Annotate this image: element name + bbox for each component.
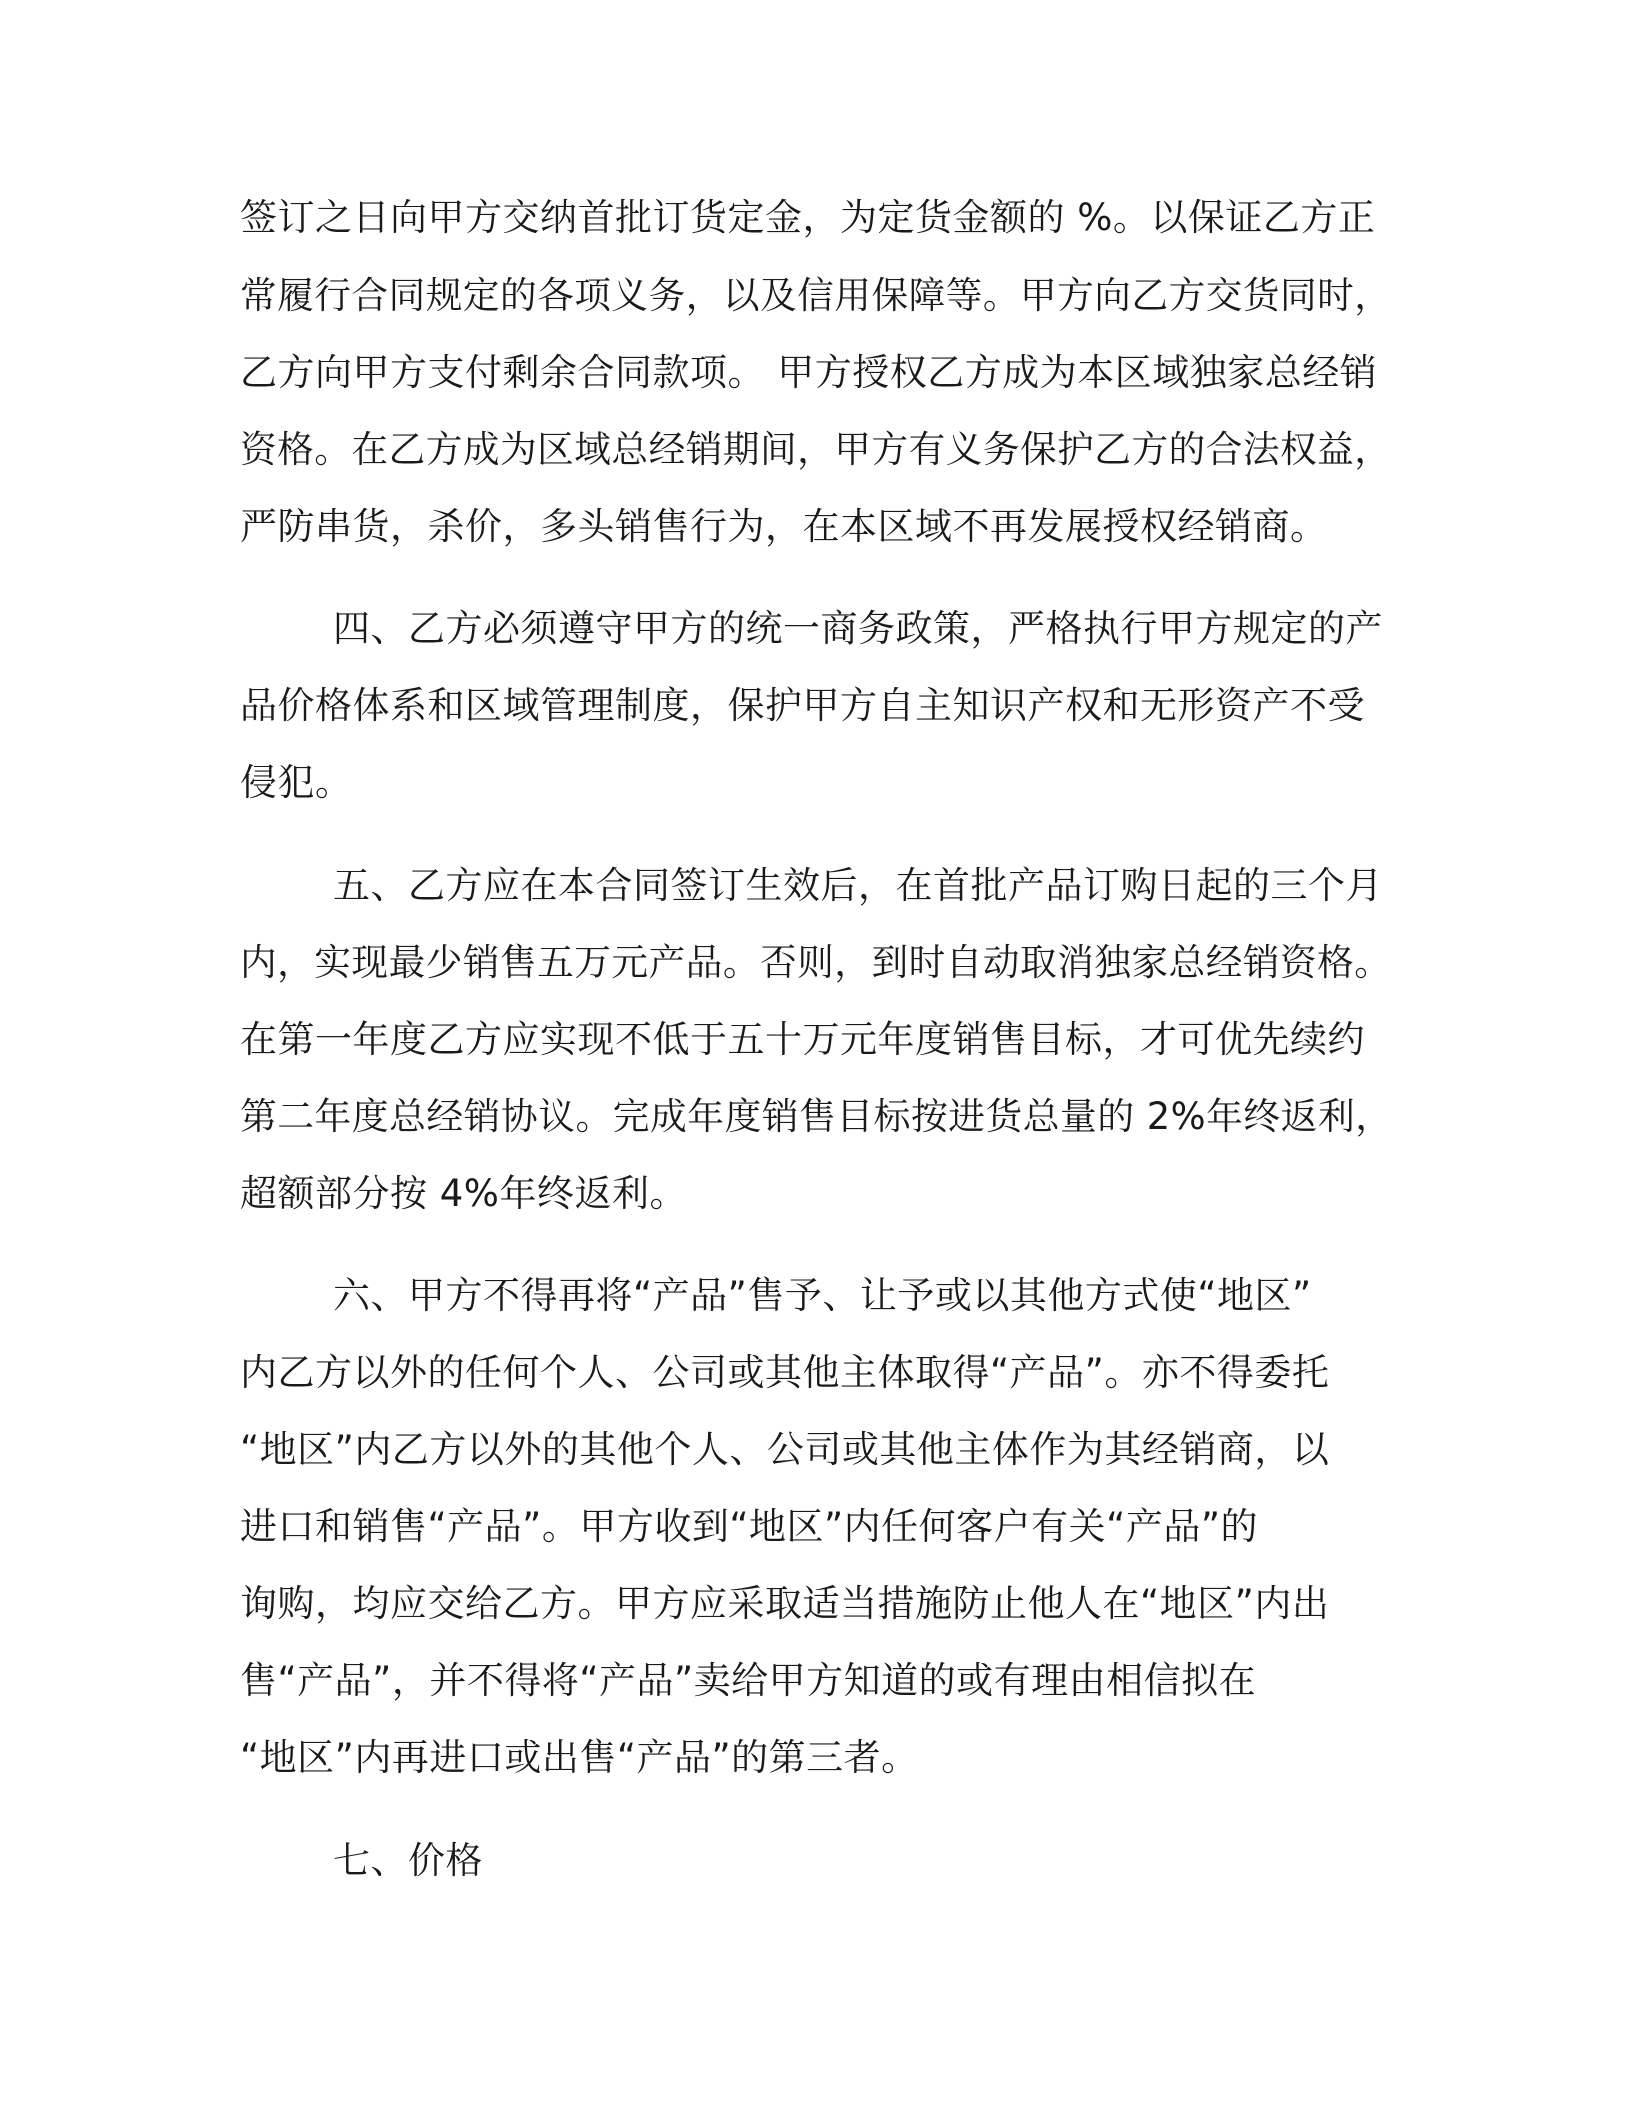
paragraph-6-line-3: “地区”内乙方以外的其他个人、公司或其他主体作为其经销商，以 xyxy=(240,1428,1330,1471)
paragraph-6-line-4: 进口和销售“产品”。甲方收到“地区”内任何客户有关“产品”的 xyxy=(240,1505,1259,1548)
paragraph-6-line-7: “地区”内再进口或出售“产品”的第三者。 xyxy=(240,1736,919,1779)
paragraph-3-line-4: 资格。在乙方成为区域总经销期间，甲方有义务保护乙方的合法权益， xyxy=(240,428,1392,471)
paragraph-3-line-3: 乙方向甲方支付剩余合同款项。 甲方授权乙方成为本区域独家总经销 xyxy=(240,351,1378,394)
paragraph-3-line-1: 签订之日向甲方交纳首批订货定金，为定货金额的 %。以保证乙方正 xyxy=(240,196,1376,239)
paragraph-6-line-5: 询购，均应交给乙方。甲方应采取适当措施防止他人在“地区”内出 xyxy=(240,1582,1330,1625)
section-heading-price: 七、价格 xyxy=(333,1839,483,1882)
paragraph-5-line-2: 内，实现最少销售五万元产品。否则，到时自动取消独家总经销资格。 xyxy=(240,941,1392,984)
paragraph-3-line-5: 严防串货，杀价，多头销售行为，在本区域不再发展授权经销商。 xyxy=(240,505,1328,548)
paragraph-5-line-3: 在第一年度乙方应实现不低于五十万元年度销售目标，才可优先续约 xyxy=(240,1018,1365,1061)
paragraph-6-line-1: 六、甲方不得再将“产品”售予、让予或以其他方式使“地区” xyxy=(333,1274,1312,1317)
paragraph-5-line-4: 第二年度总经销协议。完成年度销售目标按进货总量的 2%年终返利， xyxy=(240,1095,1393,1138)
paragraph-4-line-2: 品价格体系和区域管理制度，保护甲方自主知识产权和无形资产不受 xyxy=(240,684,1365,727)
paragraph-4-line-1: 四、乙方必须遵守甲方的统一商务政策，严格执行甲方规定的产 xyxy=(333,607,1383,650)
paragraph-4-line-3: 侵犯。 xyxy=(240,761,353,804)
paragraph-6-line-2: 内乙方以外的任何个人、公司或其他主体取得“产品”。亦不得委托 xyxy=(240,1351,1330,1394)
paragraph-6-line-6: 售“产品”，并不得将“产品”卖给甲方知道的或有理由相信拟在 xyxy=(240,1659,1257,1702)
paragraph-5-line-5: 超额部分按 4%年终返利。 xyxy=(240,1172,687,1215)
paragraph-3-line-2: 常履行合同规定的各项义务，以及信用保障等。甲方向乙方交货同时， xyxy=(240,274,1392,317)
paragraph-5-line-1: 五、乙方应在本合同签订生效后，在首批产品订购日起的三个月 xyxy=(333,864,1383,907)
